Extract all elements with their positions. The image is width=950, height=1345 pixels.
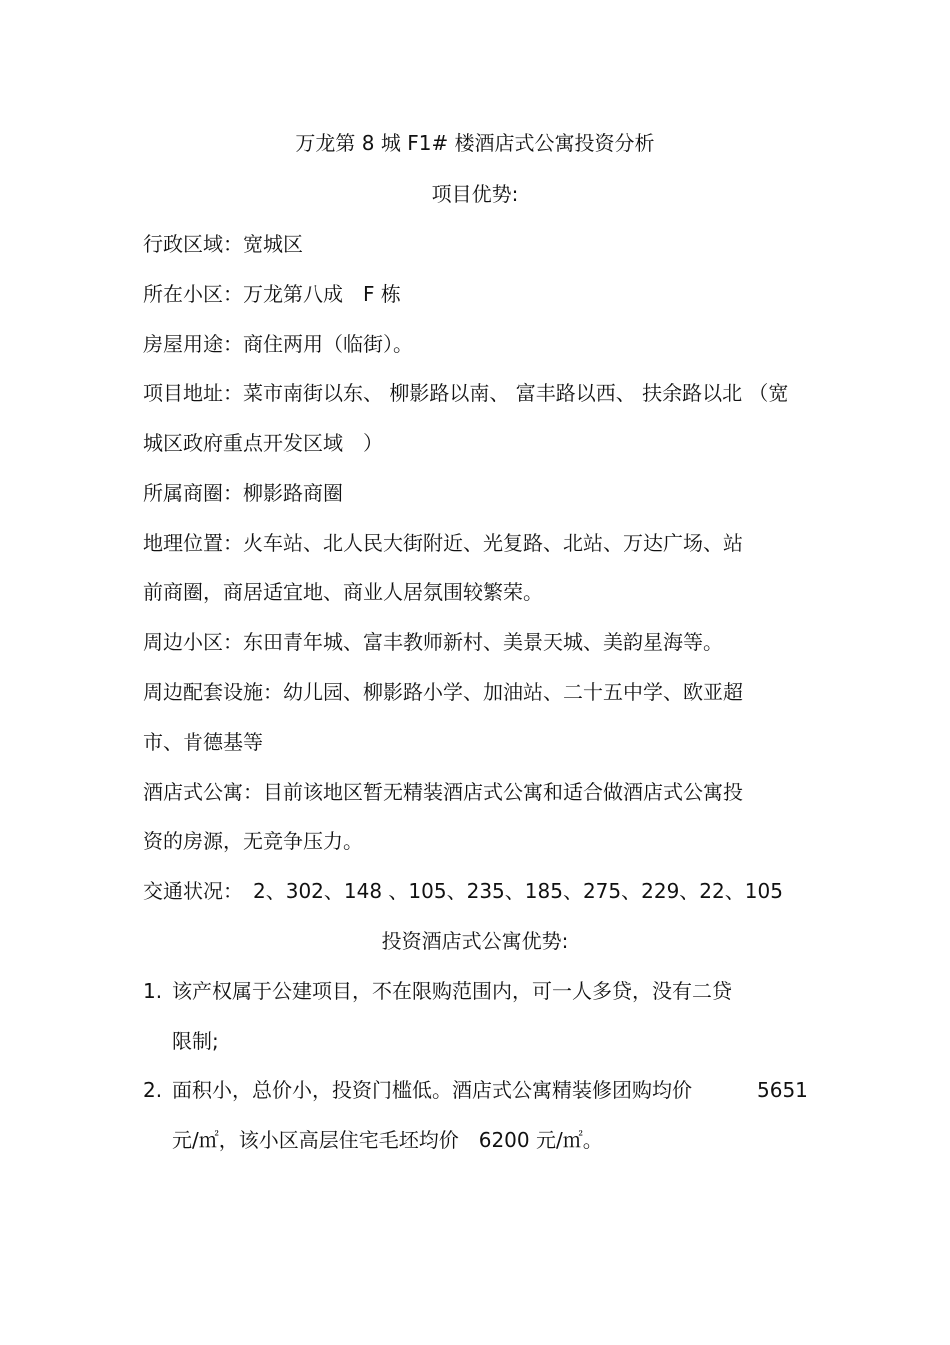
hotel-apartment-line-1: 酒店式公寓：目前该地区暂无精装酒店式公寓和适合做酒店式公寓投 — [143, 780, 743, 804]
point-1-line-1: 该产权属于公建项目，不在限购范围内，可一人多贷，没有二贷 — [172, 979, 732, 1003]
nearby-communities-line: 周边小区：东田青年城、富丰教师新村、美景天城、美韵星海等。 — [143, 630, 723, 654]
point-2-line-2: 元/㎡，该小区高层住宅毛坯均价 6200 元/㎡。 — [172, 1128, 603, 1152]
usage-line: 房屋用途：商住两用（临街）。 — [143, 332, 413, 356]
point-1-number: 1. — [143, 979, 163, 1003]
facilities-line-2: 市、肯德基等 — [143, 730, 263, 754]
section-heading-project-advantages: 项目优势: — [431, 182, 519, 206]
hotel-apartment-line-2: 资的房源，无竞争压力。 — [143, 829, 363, 853]
district-line: 行政区域：宽城区 — [143, 232, 303, 256]
business-circle-line: 所属商圈：柳影路商圈 — [143, 481, 343, 505]
document-title: 万龙第 8 城 F1# 楼酒店式公寓投资分析 — [295, 131, 655, 155]
point-1-line-2: 限制; — [172, 1029, 219, 1053]
location-line-2: 前商圈，商居适宜地、商业人居氛围较繁荣。 — [143, 580, 543, 604]
address-line-2: 城区政府重点开发区域 ） — [143, 431, 383, 455]
location-line-1: 地理位置：火车站、北人民大街附近、光复路、北站、万达广场、站 — [143, 531, 743, 555]
traffic-line: 交通状况： 2、302、148 、105、235、185、275、229、22、105 — [143, 879, 783, 903]
point-2-line-1-price: 5651 — [757, 1078, 808, 1102]
community-line: 所在小区：万龙第八成 F 栋 — [143, 282, 401, 306]
point-2-line-1: 面积小，总价小，投资门槛低。酒店式公寓精装修团购均价 — [172, 1078, 692, 1102]
point-2-number: 2. — [143, 1078, 163, 1102]
facilities-line-1: 周边配套设施：幼儿园、柳影路小学、加油站、二十五中学、欧亚超 — [143, 680, 743, 704]
address-line-1: 项目地址：菜市南街以东、 柳影路以南、 富丰路以西、 扶余路以北 （宽 — [143, 381, 789, 405]
section-heading-investment-advantages: 投资酒店式公寓优势: — [381, 929, 569, 953]
